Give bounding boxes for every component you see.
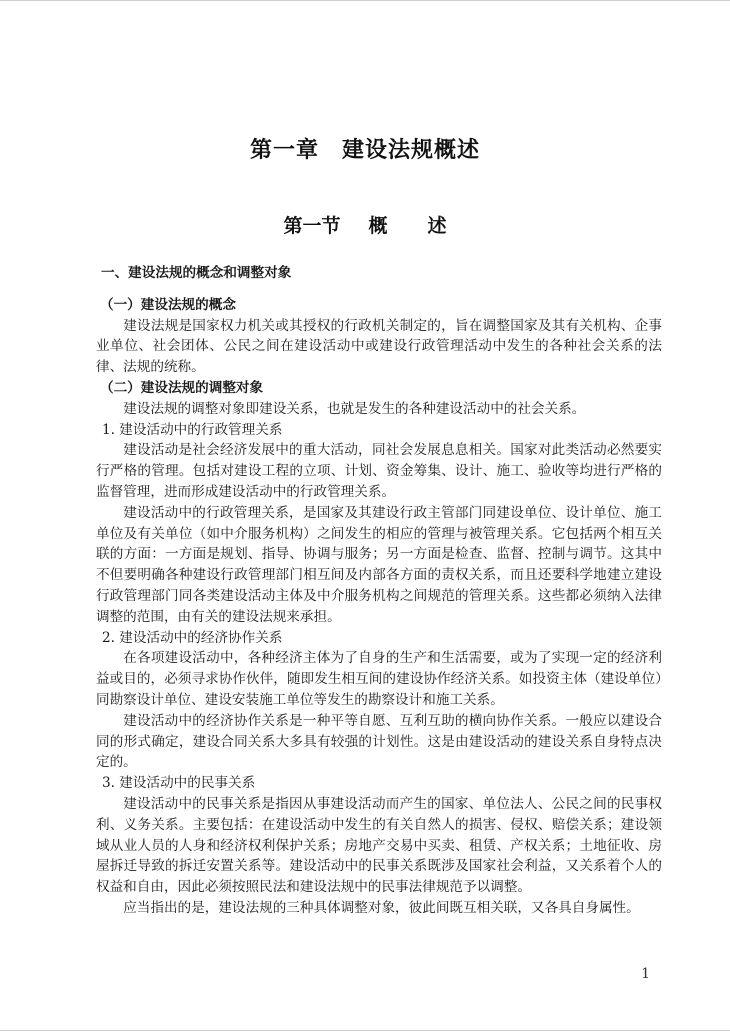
subheading-admin-relations: 1. 建设活动中的行政管理关系 [102,421,283,438]
section-number: 第一节 [283,215,341,237]
section-title [0,211,730,238]
heading-concept: （一）建设法规的概念 [100,296,236,313]
heading-objects: （二）建设法规的调整对象 [100,379,264,396]
paragraph-objects: 建设法规的调整对象即建设关系，也就是发生的各种建设活动中的社会关系。 [123,400,586,417]
paragraph-civil-1: 建设活动中的民事关系是指因从事建设活动而产生的国家、单位法人、公民之间的民事权利、义务关系。主要包括：在建设活动中发生的有关自然人的损害、侵权、赔偿关系；建设领域从业人员的人身和经济权利保护关系；房地产交易中买卖、租赁、产权关系；土地征收、房屋拆迁导致的拆迁安置关系等。建设活动中的民事关系既涉及国家社会利益，又关系着个人的权益和自由，因此必须按照民法和建设法规中的民事法律规范予以调整。 [96,795,662,896]
subheading-economic-relations: 2. 建设活动中的经济协作关系 [102,629,283,646]
paragraph-admin-1: 建设活动是社会经济发展中的重大活动，同社会发展息息相关。国家对此类活动必然要实行严格的管理。包括对建设工程的立项、计划、资金筹集、设计、施工、验收等均进行严格的监督管理，进而形成建设活动中的行政管理关系。 [96,442,662,500]
section-name-char-1: 概 [368,215,388,237]
page-number: 1 [641,966,650,982]
heading-concept-and-objects: 一、建设法规的概念和调整对象 [101,265,292,281]
subheading-civil-relations: 3. 建设活动中的民事关系 [102,775,256,792]
paragraph-economic-1: 在各项建设活动中，各种经济主体为了自身的生产和生活需要，或为了实现一定的经济利益或目的，必须寻求协作伙伴，随即发生相互间的建设协作经济关系。如投资主体（建设单位）同勘察设计单位、建设安装施工单位等发生的勘察设计和施工关系。 [96,650,662,708]
body-text [96,263,662,919]
paragraph-concept: 建设法规是国家权力机关或其授权的行政机关制定的，旨在调整国家及其有关机构、企事业单位、社会团体、公民之间在建设活动中或建设行政管理活动中发生的各种社会关系的法律、法规的统称。 [96,317,662,376]
paragraph-final: 应当指出的是，建设法规的三种具体调整对象，彼此间既互相关联，又各具自身属性。 [123,899,640,916]
paragraph-admin-2: 建设活动中的行政管理关系，是国家及其建设行政主管部门同建设单位、设计单位、施工单位及有关单位（如中介服务机构）之间发生的相应的管理与被管理关系。它包括两个相互关联的方面：一方面是规划、指导、协调与服务；另一方面是检查、监督、控制与调节。这其中不但要明确各种建设行政管理部门相互间及内部各方面的责权关系，而且还要科学地建立建设行政管理部门同各类建设活动主体及中介服务机构之间规范的管理关系。这些都必须纳入法律调整的范围，由有关的建设法规来承担。 [96,504,662,625]
paragraph-economic-2: 建设活动中的经济协作关系是一种平等自愿、互利互助的横向协作关系。一般应以建设合同的形式确定，建设合同关系大多具有较强的计划性。这是由建设活动的建设关系自身特点决定的。 [96,712,662,771]
chapter-title: 第一章 建设法规概述 [249,138,480,163]
section-name-char-2: 述 [427,215,447,237]
